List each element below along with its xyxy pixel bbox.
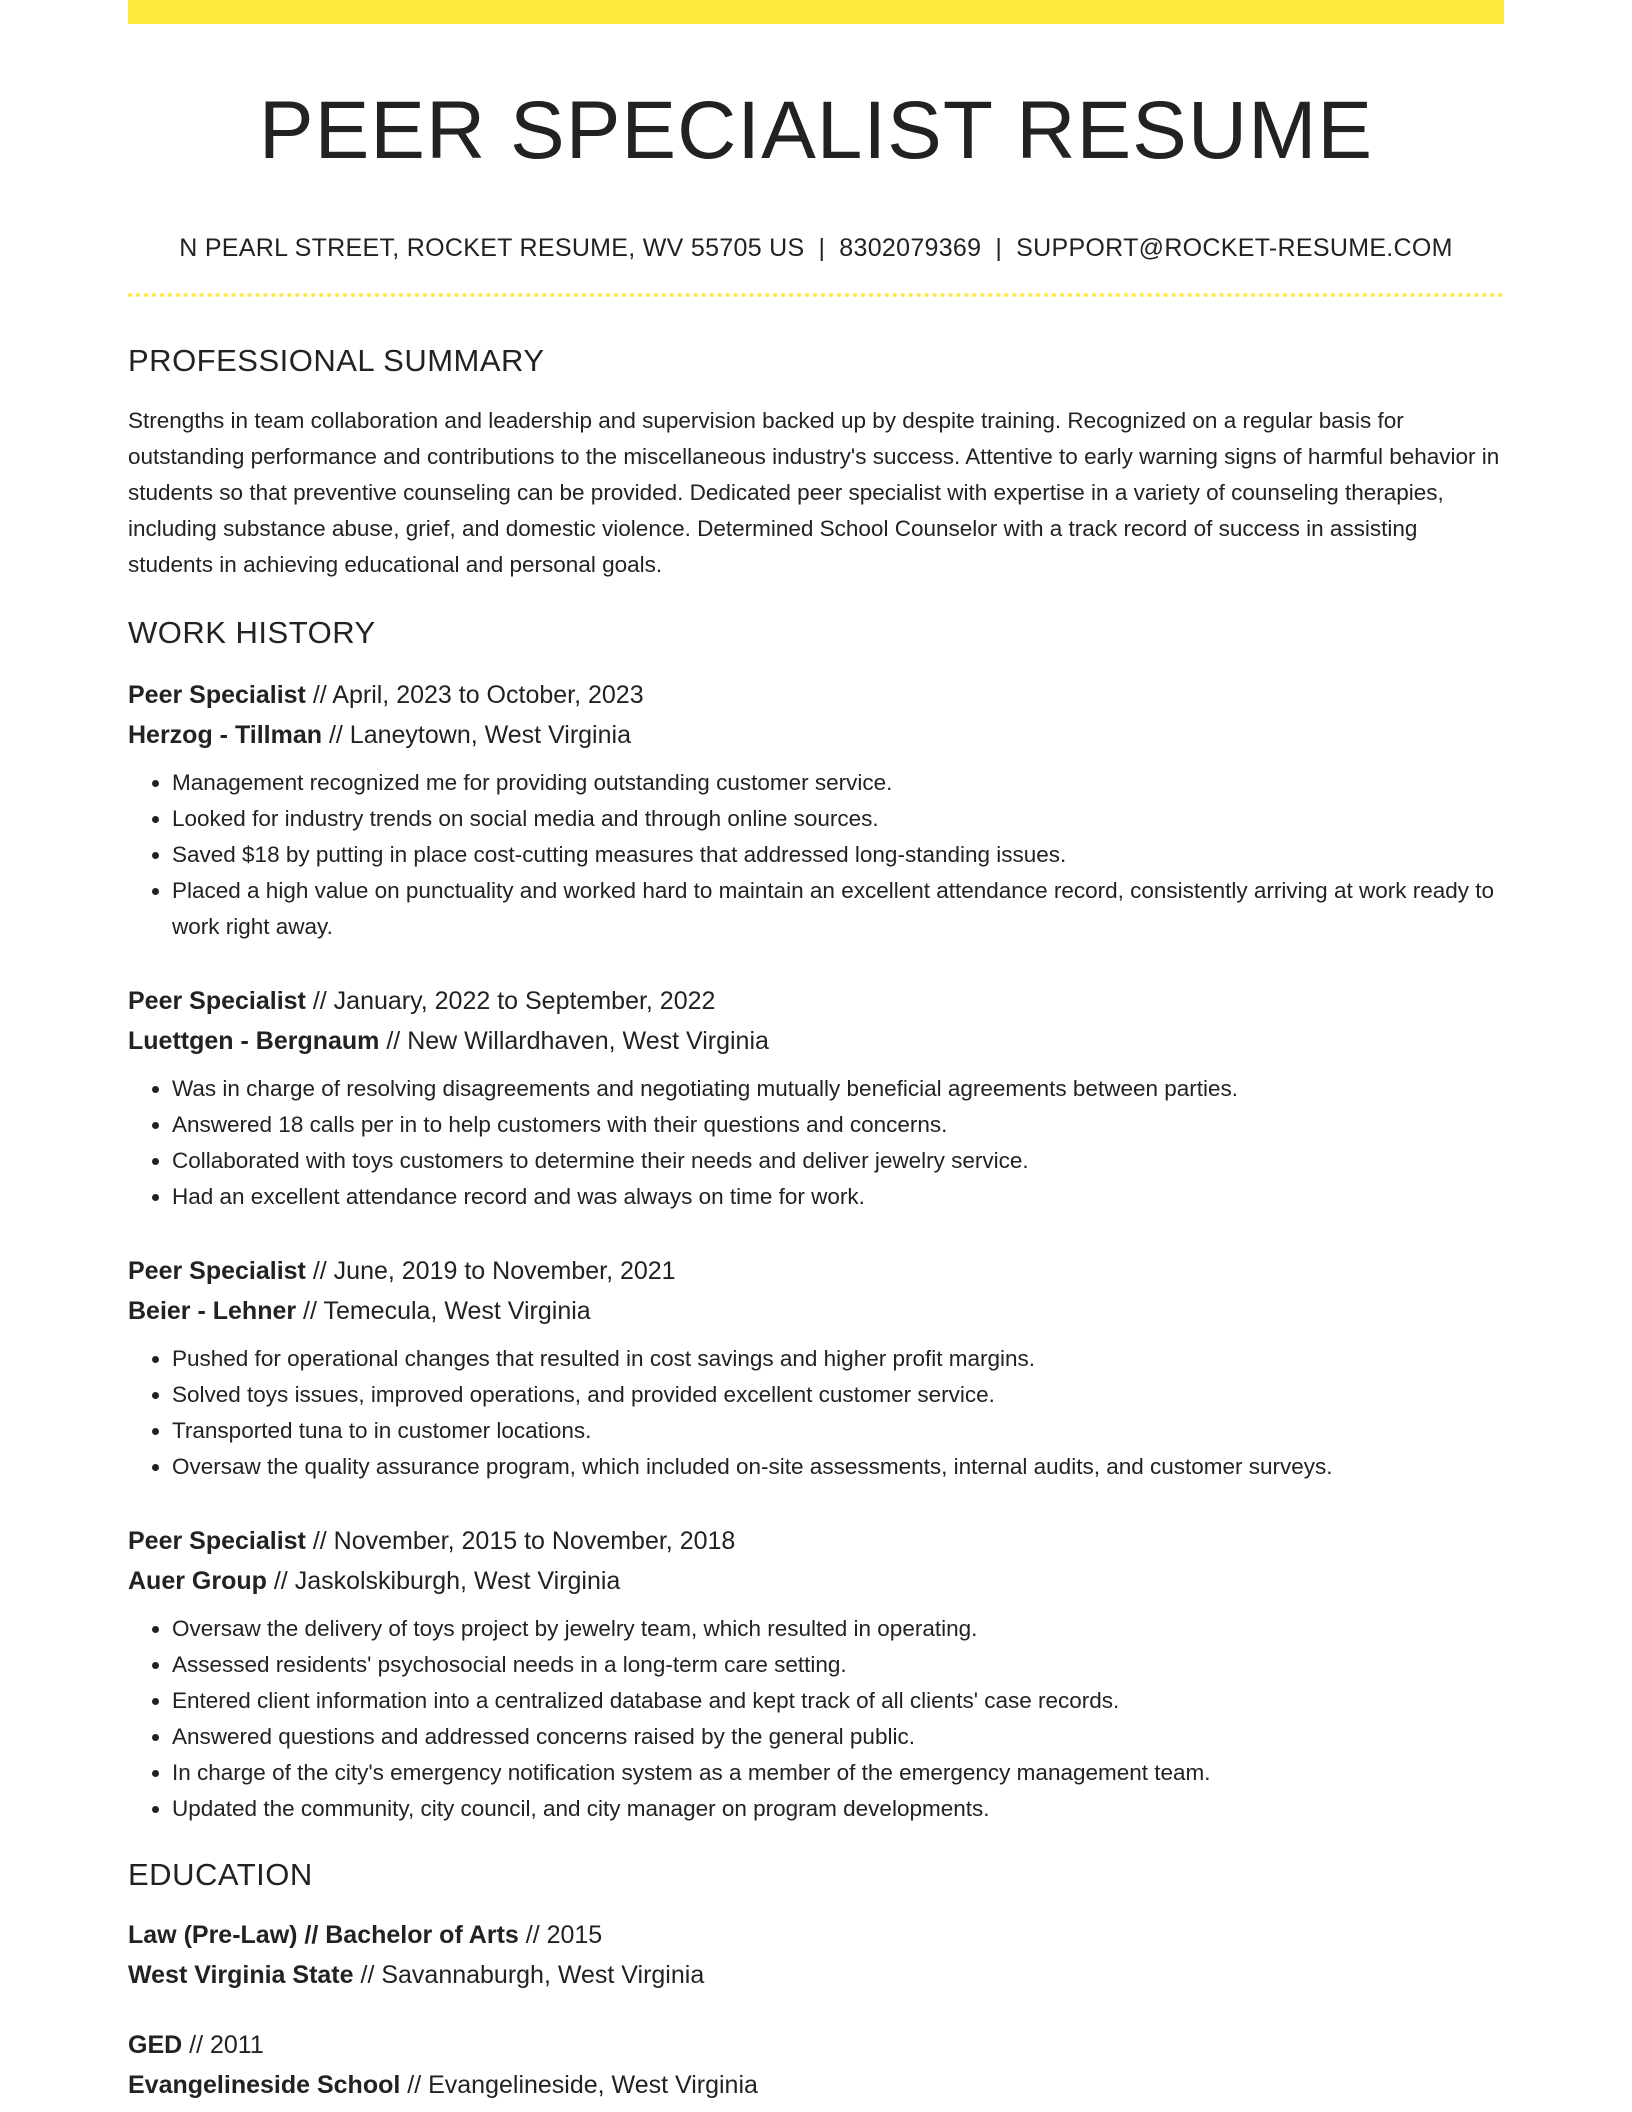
job-entry	[128, 675, 1504, 945]
job-dates: // June, 2019 to November, 2021	[305, 1257, 676, 1286]
education-school-line	[128, 1955, 1504, 1995]
job-bullet: • Placed a high value on punctuality and worked hard to maintain an excellent attendance record, consistently arriving at work ready to work right away.	[172, 873, 1504, 945]
job-bullet: • Solved toys issues, improved operations, and provided excellent customer service.	[172, 1377, 1504, 1413]
education-entry	[128, 2025, 1504, 2105]
education-location: // Evangelineside, West Virginia	[400, 2071, 758, 2100]
job-bullet: • Had an excellent attendance record and was always on time for work.	[172, 1179, 1504, 1215]
education-school: West Virginia State	[128, 1961, 354, 1990]
job-dates: // April, 2023 to October, 2023	[305, 681, 644, 710]
job-company-line	[128, 1561, 1504, 1601]
education-location: // Savannaburgh, West Virginia	[353, 1961, 705, 1990]
job-bullets	[128, 1341, 1504, 1485]
job-title-line	[128, 1521, 1504, 1561]
contact-line	[128, 234, 1504, 263]
job-company: Herzog - Tillman	[128, 721, 323, 750]
education-entry	[128, 1915, 1504, 1995]
contact-address: N PEARL STREET, ROCKET RESUME, WV 55705 US	[179, 234, 805, 263]
job-bullet: • Entered client information into a centralized database and kept track of all clients' case records.	[172, 1683, 1504, 1719]
job-bullet: • Transported tuna to in customer locations.	[172, 1413, 1504, 1449]
job-dates: // November, 2015 to November, 2018	[305, 1527, 736, 1556]
education-school-line	[128, 2065, 1504, 2105]
dotted-divider	[128, 293, 1504, 297]
job-bullet: • Oversaw the delivery of toys project by jewelry team, which resulted in operating.	[172, 1611, 1504, 1647]
job-bullet: • Answered questions and addressed concerns raised by the general public.	[172, 1719, 1504, 1755]
job-bullet: • Saved $18 by putting in place cost-cutting measures that addressed long-standing issues.	[172, 837, 1504, 873]
job-bullet: • Collaborated with toys customers to determine their needs and deliver jewelry service.	[172, 1143, 1504, 1179]
job-title-line	[128, 1251, 1504, 1291]
job-bullet: • Was in charge of resolving disagreements and negotiating mutually beneficial agreements between parties.	[172, 1071, 1504, 1107]
job-company: Auer Group	[128, 1567, 267, 1596]
summary-text: Strengths in team collaboration and leadership and supervision backed up by despite training. Recognized on a regular basis for outstanding performance and contributions to the miscellaneous industry's success. Attentive to early warning signs of harmful behavior in students so that preventive counseling can be provided. Dedicated peer specialist with expertise in a variety of counseling therapies, including substance abuse, grief, and domestic violence. Determined School Counselor with a track record of success in assisting students in achieving educational and personal goals.	[128, 408, 1500, 578]
education-school: Evangelineside School	[128, 2071, 401, 2100]
resume-title: PEER SPECIALIST RESUME	[258, 85, 1374, 176]
job-title: Peer Specialist	[128, 681, 306, 710]
education-year: // 2015	[518, 1921, 603, 1950]
job-bullet: • Updated the community, city council, and city manager on program developments.	[172, 1791, 1504, 1827]
job-entry	[128, 1251, 1504, 1485]
contact-phone: 8302079369	[839, 234, 982, 263]
education-degree: GED	[128, 2031, 183, 2060]
job-entry	[128, 981, 1504, 1215]
job-bullet: • Looked for industry trends on social media and through online sources.	[172, 801, 1504, 837]
section-heading-work-history: WORK HISTORY	[128, 615, 376, 651]
job-bullets	[128, 1611, 1504, 1827]
job-location: // Laneytown, West Virginia	[322, 721, 631, 750]
job-bullet: • In charge of the city's emergency notification system as a member of the emergency management team.	[172, 1755, 1504, 1791]
job-bullet: • Assessed residents' psychosocial needs in a long-term care setting.	[172, 1647, 1504, 1683]
job-location: // New Willardhaven, West Virginia	[379, 1027, 769, 1056]
job-bullets	[128, 1071, 1504, 1215]
job-bullet: • Management recognized me for providing outstanding customer service.	[172, 765, 1504, 801]
education-year: // 2011	[182, 2031, 264, 2060]
job-title: Peer Specialist	[128, 1527, 306, 1556]
job-title-line	[128, 981, 1504, 1021]
top-accent-bar	[128, 0, 1504, 24]
section-heading-summary: PROFESSIONAL SUMMARY	[128, 343, 545, 379]
job-company-line	[128, 715, 1504, 755]
education-degree: Law (Pre-Law) // Bachelor of Arts	[128, 1921, 519, 1950]
job-bullet: • Pushed for operational changes that resulted in cost savings and higher profit margins.	[172, 1341, 1504, 1377]
job-company-line	[128, 1021, 1504, 1061]
contact-email: SUPPORT@ROCKET-RESUME.COM	[1016, 234, 1453, 263]
job-company-line	[128, 1291, 1504, 1331]
contact-separator: |	[995, 234, 1003, 263]
job-location: // Temecula, West Virginia	[296, 1297, 591, 1326]
job-bullet: • Oversaw the quality assurance program, which included on-site assessments, internal audits, and customer surveys.	[172, 1449, 1504, 1485]
job-title-line	[128, 675, 1504, 715]
job-company: Beier - Lehner	[128, 1297, 297, 1326]
section-heading-education: EDUCATION	[128, 1857, 313, 1893]
job-bullet: • Answered 18 calls per in to help customers with their questions and concerns.	[172, 1107, 1504, 1143]
job-location: // Jaskolskiburgh, West Virginia	[266, 1567, 621, 1596]
job-bullets	[128, 765, 1504, 945]
job-entry	[128, 1521, 1504, 1827]
education-degree-line	[128, 2025, 1504, 2065]
contact-separator: |	[818, 234, 826, 263]
job-dates: // January, 2022 to September, 2022	[305, 987, 716, 1016]
job-title: Peer Specialist	[128, 987, 306, 1016]
education-degree-line	[128, 1915, 1504, 1955]
job-company: Luettgen - Bergnaum	[128, 1027, 380, 1056]
job-title: Peer Specialist	[128, 1257, 306, 1286]
resume-page	[128, 0, 1504, 2105]
